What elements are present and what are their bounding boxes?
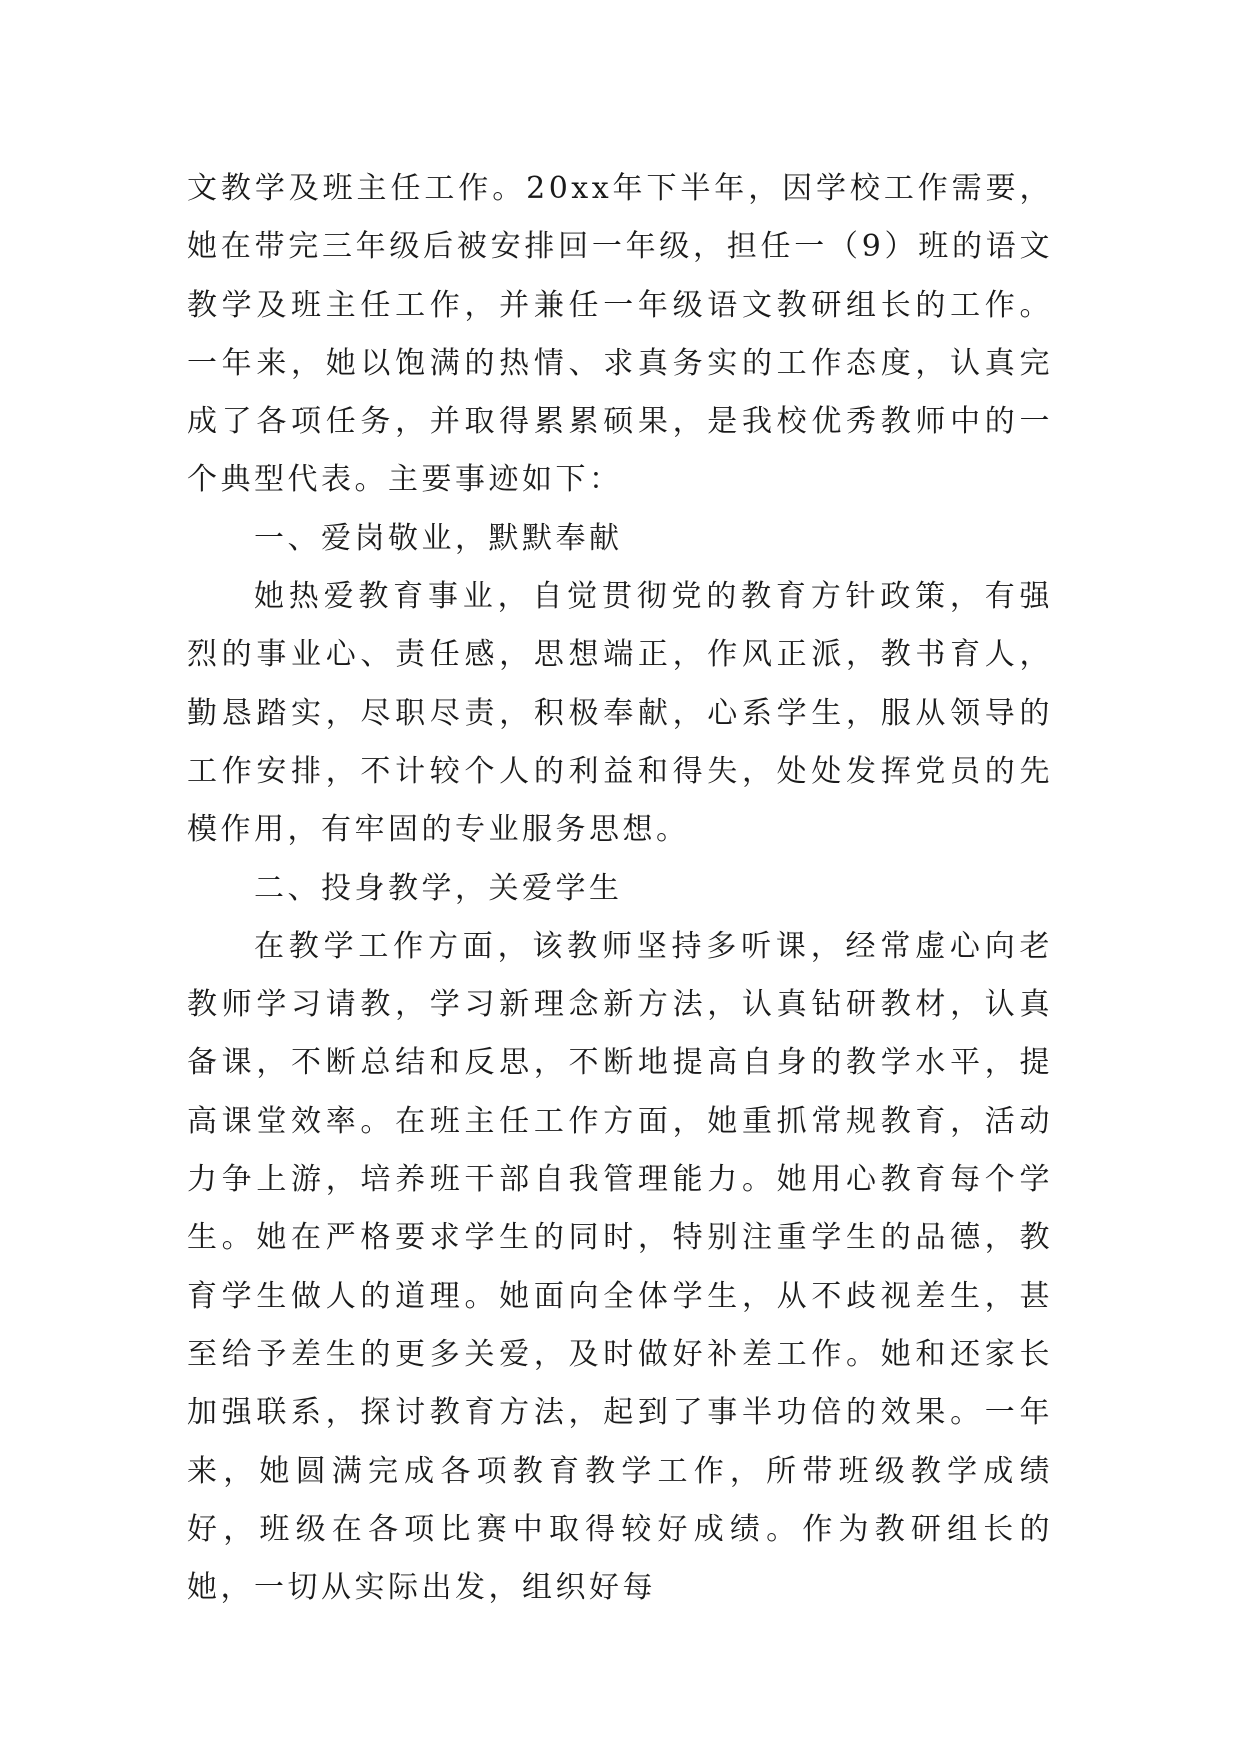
paragraph-section-2: 在教学工作方面，该教师坚持多听课，经常虚心向老教师学习请教，学习新理念新方法，认真钻研教材，认真备课，不断总结和反思，不断地提高自身的教学水平，提高课堂效率。在班主任工作方面，她重抓常规教育，活动力争上游，培养班干部自我管理能力。她用心教育每个学生。她在严格要求学生的同时，特别注重学生的品德，教育学生做人的道理。她面向全体学生，从不歧视差生，甚至给予差生的更多关爱，及时做好补差工作。她和还家长加强联系，探讨教育方法，起到了事半功倍的效果。一年来，她圆满完成各项教育教学工作，所带班级教学成绩好，班级在各项比赛中取得较好成绩。作为教研组长的她，一切从实际出发，组织好每 <box>187 928 1053 1606</box>
paragraph-section-1: 她热爱教育事业，自觉贯彻党的教育方针政策，有强烈的事业心、责任感，思想端正，作风正派，教书育人，勤恳踏实，尽职尽责，积极奉献，心系学生，服从领导的工作安排，不计较个人的利益和得失，处处发挥党员的先模作用，有牢固的专业服务思想。 <box>187 579 1053 848</box>
section-heading-2: 二、投身教学，关爱学生 <box>254 870 623 906</box>
section-heading-1: 一、爱岗敬业，默默奉献 <box>254 520 623 556</box>
paragraph-intro-continuation: 文教学及班主任工作。20xx年下半年，因学校工作需要，她在带完三年级后被安排回一年级，担任一（9）班的语文教学及班主任工作，并兼任一年级语文教研组长的工作。一年来，她以饱满的热情、求真务实的工作态度，认真完成了各项任务，并取得累累硕果，是我校优秀教师中的一个典型代表。主要事迹如下： <box>187 171 1053 498</box>
document-body <box>187 160 1053 1617</box>
